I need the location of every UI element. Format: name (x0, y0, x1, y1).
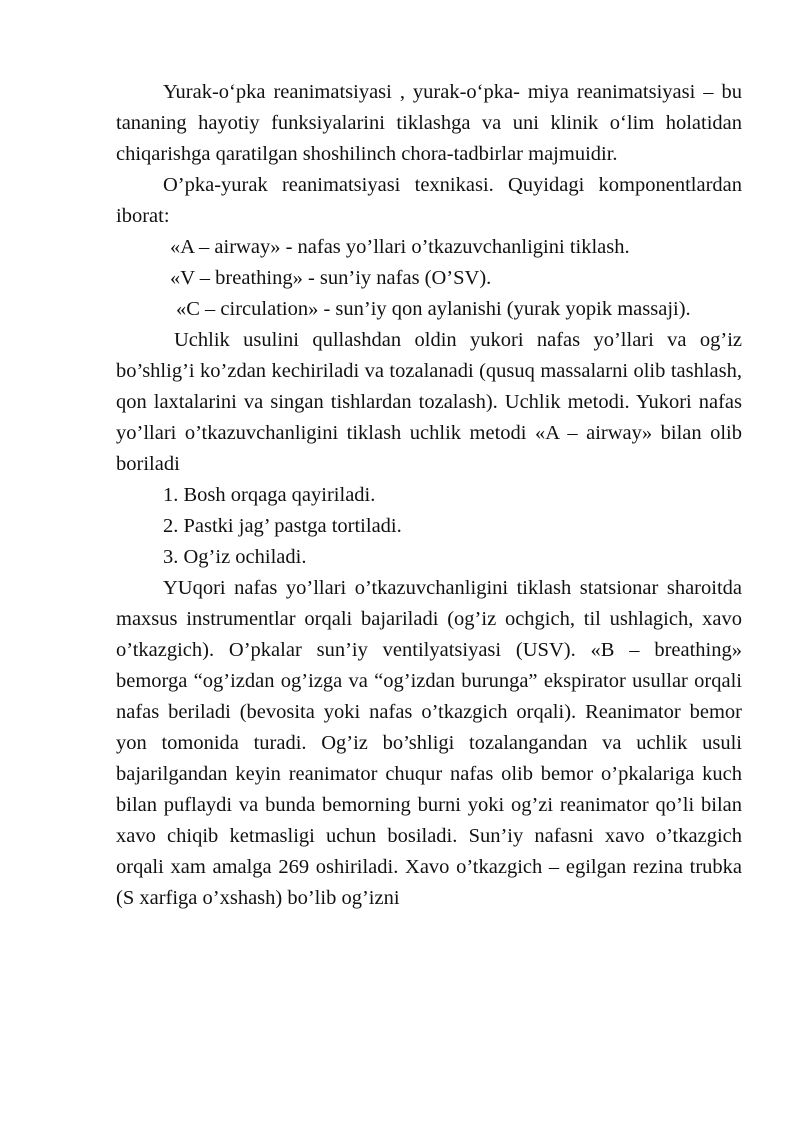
step-3: 3. Og’iz ochiladi. (163, 546, 307, 568)
paragraph-ventilation: YUqori nafas yo’llari o’tkazuvchanligini tiklash statsionar sharoitda maxsus instrumentlar orqali bajariladi (og’iz ochgich, til ushlagich, xavo o’tkazgich). O’pkalar sun’iy ventilyatsiyasi (USV). «B – breathing» bemorga “og’izdan og’izga va “og’izdan burunga” ekspirator usullar orqali nafas beriladi (bevosita yoki nafas o’tkazgich orqali). Reanimator bemor yon tomonida turadi. Og’iz bo’shligi tozalangandan va uchlik usuli bajarilgandan keyin reanimator chuqur nafas olib bemor o’pkalariga kuch bilan puflaydi va bunda bemorning burni yoki og’zi reanimator qo’li bilan xavo chiqib ketmasligi uchun bosiladi. Sun’iy nafasni xavo o’tkazgich orqali xam amalga 269 oshiriladi. Xavo o’tkazgich – egilgan rezina trubka (S xarfiga o’xshash) bo’lib og’izni (116, 577, 742, 909)
component-circulation: «C – circulation» - sun’iy qon aylanishi (yurak yopik massaji). (176, 298, 691, 320)
component-breathing: «V – breathing» - sun’iy nafas (O’SV). (170, 267, 492, 289)
step-2: 2. Pastki jag’ pastga tortiladi. (163, 515, 402, 537)
paragraph-triple-method: Uchlik usulini qullashdan oldin yukori nafas yo’llari va og’iz bo’shlig’i ko’zdan kechiriladi va tozalanadi (qusuq massalarni olib tashlash, qon laxtalarini va singan tishlardan tozalash). Uchlik metodi. Yukori nafas yo’llari o’tkazuvchanligini tiklash uchlik metodi «A – airway» bilan olib boriladi (116, 329, 742, 475)
step-1: 1. Bosh orqaga qayiriladi. (163, 484, 376, 506)
paragraph-definition: Yurak-o‘pka reanimatsiyasi , yurak-o‘pka- miya reanimatsiyasi – bu tananing hayotiy funksiyalarini tiklashga va uni klinik o‘lim holatidan chiqarishga qaratilgan shoshilinch chora-tadbirlar majmuidir. (116, 81, 742, 165)
component-airway: «A – airway» - nafas yo’llari o’tkazuvchanligini tiklash. (170, 236, 630, 258)
document-page (116, 77, 742, 914)
paragraph-technique: O’pka-yurak reanimatsiyasi texnikasi. Quyidagi komponentlardan iborat: (116, 174, 742, 227)
